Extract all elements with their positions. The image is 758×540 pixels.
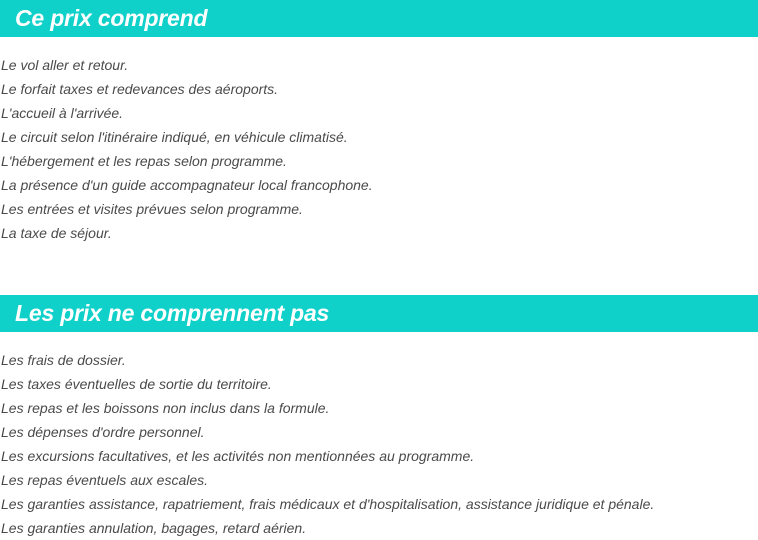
list-item: Les repas éventuels aux escales. (1, 472, 209, 488)
list-item: Les repas et les boissons non inclus dans la formule. (1, 400, 330, 416)
list-item: Les frais de dossier. (1, 352, 126, 368)
excluded-list (0, 348, 654, 540)
list-item: L'accueil à l'arrivée. (1, 105, 124, 121)
list-item: La taxe de séjour. (1, 225, 112, 241)
included-list (0, 53, 373, 245)
list-item: Le circuit selon l'itinéraire indiqué, en véhicule climatisé. (1, 129, 348, 145)
list-item: Les excursions facultatives, et les activités non mentionnées au programme. (1, 448, 475, 464)
list-item: Les entrées et visites prévues selon programme. (1, 201, 303, 217)
list-item: Le forfait taxes et redevances des aéroports. (1, 81, 279, 97)
section-title-included: Ce prix comprend (0, 0, 758, 37)
list-item: Le vol aller et retour. (1, 57, 129, 73)
list-item: L'hébergement et les repas selon programme. (1, 153, 287, 169)
list-item: Les dépenses d'ordre personnel. (1, 424, 205, 440)
list-item: Les garanties assistance, rapatriement, frais médicaux et d'hospitalisation, assistance juridique et pénale. (1, 496, 655, 512)
list-item: Les taxes éventuelles de sortie du territoire. (1, 376, 272, 392)
list-item: La présence d'un guide accompagnateur local francophone. (1, 177, 373, 193)
list-item: Les garanties annulation, bagages, retard aérien. (1, 520, 307, 536)
section-title-excluded: Les prix ne comprennent pas (0, 295, 758, 332)
